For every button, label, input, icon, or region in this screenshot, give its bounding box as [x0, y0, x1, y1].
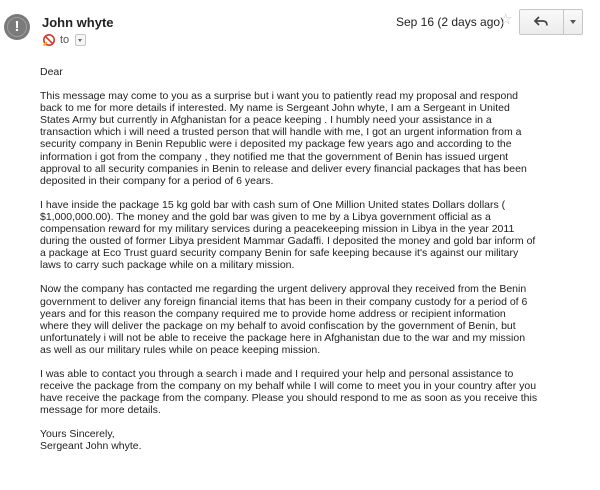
more-options-button[interactable] — [564, 10, 582, 34]
message-date: Sep 16 (2 days ago) — [396, 15, 505, 29]
show-details-dropdown[interactable] — [75, 34, 86, 46]
message-actions — [519, 9, 583, 35]
body-paragraph: I was able to contact you through a search i made and I required your help and personal assistance to receive the package from the company on my behalf while I will come to meet you in your country after you have receive the package from the company. Please you should respond to me as soon as you receive this message for more details. — [40, 367, 538, 417]
not-important-marker-icon[interactable] — [42, 33, 56, 47]
message-body — [40, 66, 585, 453]
reply-icon — [534, 16, 548, 27]
body-paragraph: Now the company has contacted me regarding the urgent delivery approval they received from the Benin government to deliver any foreign financial items that has been in their company custody for a period of 6 years and for this reason the company required me to provide home address or recipient information where they will deliver the package on my behalf to avoid confiscation by the government of Benin, but unfortunately i will not be able to receive the package here in Afghanistan due to the war and my mission as well as our military rules while on peace keeping mission. — [40, 283, 528, 356]
reply-button[interactable] — [520, 10, 563, 34]
star-icon[interactable]: ☆ — [499, 11, 513, 28]
to-label: to — [60, 34, 70, 46]
body-paragraph: I have inside the package 15 kg gold bar with cash sum of One Million United states Dollars dollars ( $1,000,000.00). The money and the gold bar was given to me by a Libya government official as a compensation reward for my military services during a peacekeeping mission in Libya in the year 2011 during the ousted of former Libya president Mammar Gadaffi. I deposited the money and gold bar inform of a package at Eco Trust guard security company Benin for safe keeping because it's against our military laws to carry such package while on a military mission. — [40, 198, 536, 272]
signature: Sergeant John whyte. — [40, 440, 142, 453]
closing: Yours Sincerely, — [40, 428, 115, 441]
sender-avatar[interactable] — [4, 14, 30, 40]
sender-name[interactable]: John whyte — [42, 15, 114, 30]
body-paragraph: This message may come to you as a surprise but i want you to patiently read my proposal and respond back to me for more details if interested. My name is Sergeant John whyte, I am a Sergeant in United States Army but currently in Afghanistan for a peace keeping . I humbly need your assistance in a transaction which i will need a trusted person that will handle with me, I got an urgent information from a security company in Benin Republic were i deposited my package few years ago and according to the information i got from the company , they notified me that the government of Benin has issued urgent approval to all security companies in Benin to release and deliver every financial packages that has been deposited in their company for a period of 6 years. — [40, 90, 527, 187]
message-header — [0, 0, 600, 58]
salutation: Dear — [40, 66, 63, 78]
person-icon: ! — [14, 18, 20, 35]
